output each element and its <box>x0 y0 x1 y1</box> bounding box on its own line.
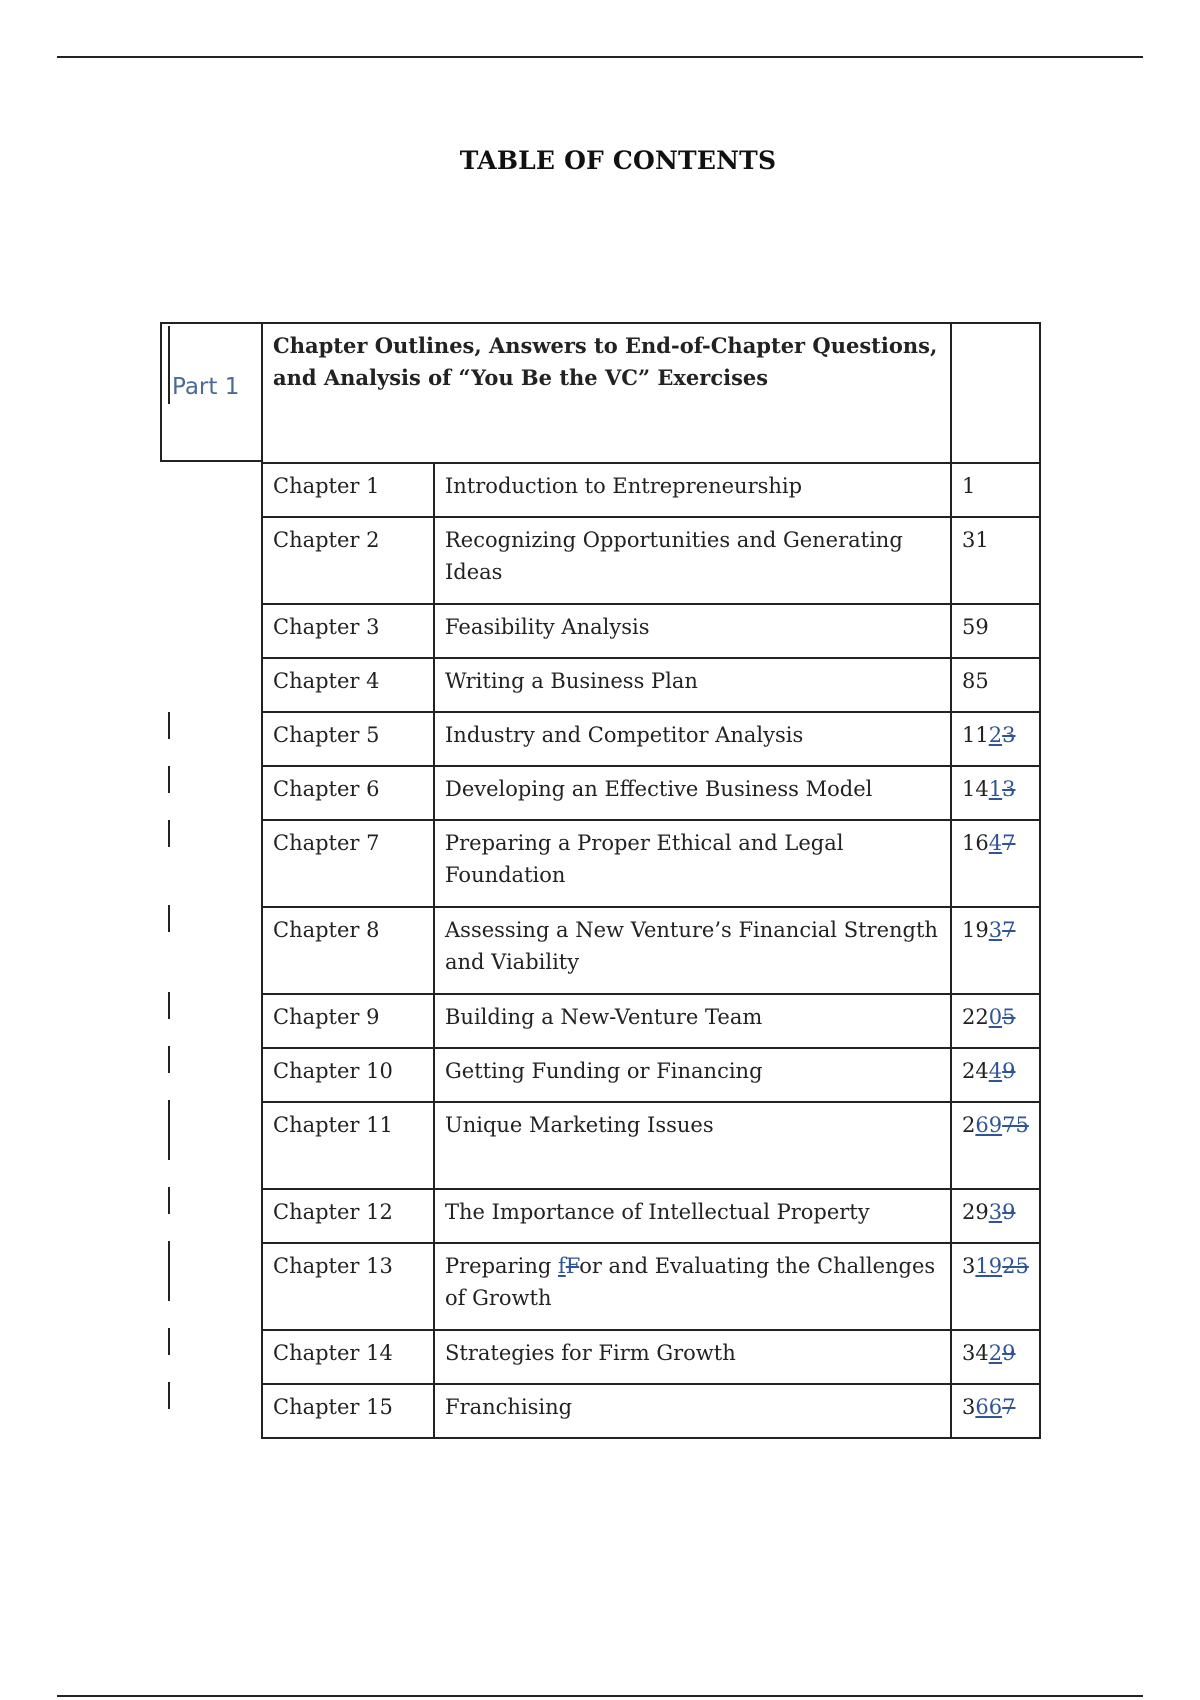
page-number: 31 <box>951 517 1040 604</box>
page-number <box>951 1330 1040 1384</box>
deleted-page: 3 <box>1002 723 1016 747</box>
inserted-page: 2 <box>988 723 1003 747</box>
page-title: TABLE OF CONTENTS <box>459 146 777 175</box>
table-row <box>262 604 1040 658</box>
chapter-number: Chapter 9 <box>262 994 434 1048</box>
deleted-page: 7 <box>1002 831 1016 855</box>
chapter-title: Building a New-Venture Team <box>434 994 951 1048</box>
deleted-page: 9 <box>1002 1059 1016 1083</box>
chapter-title: Unique Marketing Issues <box>434 1102 951 1189</box>
page-number <box>951 994 1040 1048</box>
chapter-number: Chapter 10 <box>262 1048 434 1102</box>
change-bar <box>168 1241 170 1301</box>
part-heading-line: Chapter Outlines, Answers to End-of-Chapter Questions, <box>273 333 938 358</box>
part-heading-line: and Analysis of “You Be the VC” Exercises <box>273 365 769 390</box>
chapter-number: Chapter 11 <box>262 1102 434 1189</box>
deleted-page: 75 <box>1002 1113 1029 1137</box>
top-rule <box>57 56 1143 58</box>
page-number <box>951 1243 1040 1330</box>
chapter-number: Chapter 7 <box>262 820 434 907</box>
chapter-title: Industry and Competitor Analysis <box>434 712 951 766</box>
page-number <box>951 907 1040 994</box>
chapter-title: Recognizing Opportunities and Generating Ideas <box>434 517 951 604</box>
change-bar <box>168 992 170 1019</box>
page-text: 3 <box>962 1395 976 1419</box>
chapter-title: Developing an Effective Business Model <box>434 766 951 820</box>
deleted-page: 7 <box>1002 918 1016 942</box>
page-number <box>951 766 1040 820</box>
page-text: 11 <box>962 723 989 747</box>
chapter-number: Chapter 5 <box>262 712 434 766</box>
chapter-number: Chapter 4 <box>262 658 434 712</box>
table-row <box>262 1048 1040 1102</box>
page-number <box>951 1048 1040 1102</box>
page-text: 14 <box>962 777 989 801</box>
change-bar <box>168 326 170 404</box>
inserted-page: 3 <box>988 918 1003 942</box>
page-number <box>951 1189 1040 1243</box>
inserted-page: 1 <box>988 777 1003 801</box>
deleted-page: 7 <box>1002 1395 1016 1419</box>
chapter-number: Chapter 1 <box>262 463 434 517</box>
deleted-page: 9 <box>1002 1200 1016 1224</box>
deleted-page: 5 <box>1002 1005 1016 1029</box>
inserted-page: 2 <box>988 1341 1003 1365</box>
table-row <box>262 1330 1040 1384</box>
chapter-title: Introduction to Entrepreneurship <box>434 463 951 517</box>
deleted-page: 9 <box>1002 1341 1016 1365</box>
deleted-page: 25 <box>1002 1254 1029 1278</box>
change-bar <box>168 1328 170 1355</box>
chapter-title: Assessing a New Venture’s Financial Strength and Viability <box>434 907 951 994</box>
page-text: 29 <box>962 1200 989 1224</box>
chapter-title: Strategies for Firm Growth <box>434 1330 951 1384</box>
page-text: 24 <box>962 1059 989 1083</box>
page-number <box>951 1102 1040 1189</box>
change-bar <box>168 766 170 793</box>
chapter-number: Chapter 15 <box>262 1384 434 1438</box>
toc-table <box>261 322 1041 1439</box>
deleted-text: F <box>565 1254 580 1278</box>
inserted-page: 19 <box>975 1254 1003 1278</box>
page-number: 1 <box>951 463 1040 517</box>
page-text: 3 <box>962 1254 976 1278</box>
page-number <box>951 712 1040 766</box>
change-bar <box>168 1187 170 1214</box>
chapter-title <box>434 1243 951 1330</box>
inserted-page: 0 <box>988 1005 1003 1029</box>
title-text: or and Evaluating the Challenges of Growth <box>445 1254 936 1310</box>
table-row <box>262 658 1040 712</box>
page-text: 16 <box>962 831 989 855</box>
part-header-row <box>262 323 1040 463</box>
chapter-title: Preparing a Proper Ethical and Legal Foundation <box>434 820 951 907</box>
table-row <box>262 820 1040 907</box>
inserted-page: 66 <box>975 1395 1003 1419</box>
chapter-number: Chapter 3 <box>262 604 434 658</box>
page-cell <box>951 323 1040 463</box>
table-row <box>262 766 1040 820</box>
table-row <box>262 907 1040 994</box>
change-bar <box>168 820 170 847</box>
page-number <box>951 1384 1040 1438</box>
page-text: 34 <box>962 1341 989 1365</box>
part-cell <box>160 322 262 462</box>
deleted-page: 3 <box>1002 777 1016 801</box>
chapter-number: Chapter 14 <box>262 1330 434 1384</box>
chapter-number: Chapter 13 <box>262 1243 434 1330</box>
table-row <box>262 517 1040 604</box>
inserted-page: 4 <box>988 1059 1003 1083</box>
change-bar <box>168 1382 170 1409</box>
table-row <box>262 1102 1040 1189</box>
change-bar <box>168 905 170 932</box>
change-bar <box>168 712 170 739</box>
page-number: 85 <box>951 658 1040 712</box>
inserted-page: 4 <box>988 831 1003 855</box>
table-row <box>262 463 1040 517</box>
page-number <box>951 820 1040 907</box>
table-row <box>262 1384 1040 1438</box>
chapter-number: Chapter 8 <box>262 907 434 994</box>
change-bar <box>168 1100 170 1160</box>
chapter-title: Writing a Business Plan <box>434 658 951 712</box>
part-label: Part 1 <box>172 374 240 400</box>
table-row <box>262 1243 1040 1330</box>
table-row <box>262 994 1040 1048</box>
page-text: 19 <box>962 918 989 942</box>
inserted-page: 3 <box>988 1200 1003 1224</box>
change-bar <box>168 1046 170 1073</box>
part-heading <box>262 323 951 463</box>
inserted-page: 69 <box>975 1113 1003 1137</box>
inserted-text: f <box>557 1254 566 1278</box>
toc-body <box>262 463 1040 1438</box>
chapter-title: Getting Funding or Financing <box>434 1048 951 1102</box>
chapter-number: Chapter 2 <box>262 517 434 604</box>
chapter-title: The Importance of Intellectual Property <box>434 1189 951 1243</box>
bottom-rule <box>57 1695 1143 1697</box>
chapter-title: Franchising <box>434 1384 951 1438</box>
table-row <box>262 1189 1040 1243</box>
chapter-number: Chapter 12 <box>262 1189 434 1243</box>
chapter-number: Chapter 6 <box>262 766 434 820</box>
page-number: 59 <box>951 604 1040 658</box>
page-text: 22 <box>962 1005 989 1029</box>
table-row <box>262 712 1040 766</box>
page-text: 2 <box>962 1113 976 1137</box>
title-text: Preparing <box>445 1254 558 1278</box>
chapter-title: Feasibility Analysis <box>434 604 951 658</box>
